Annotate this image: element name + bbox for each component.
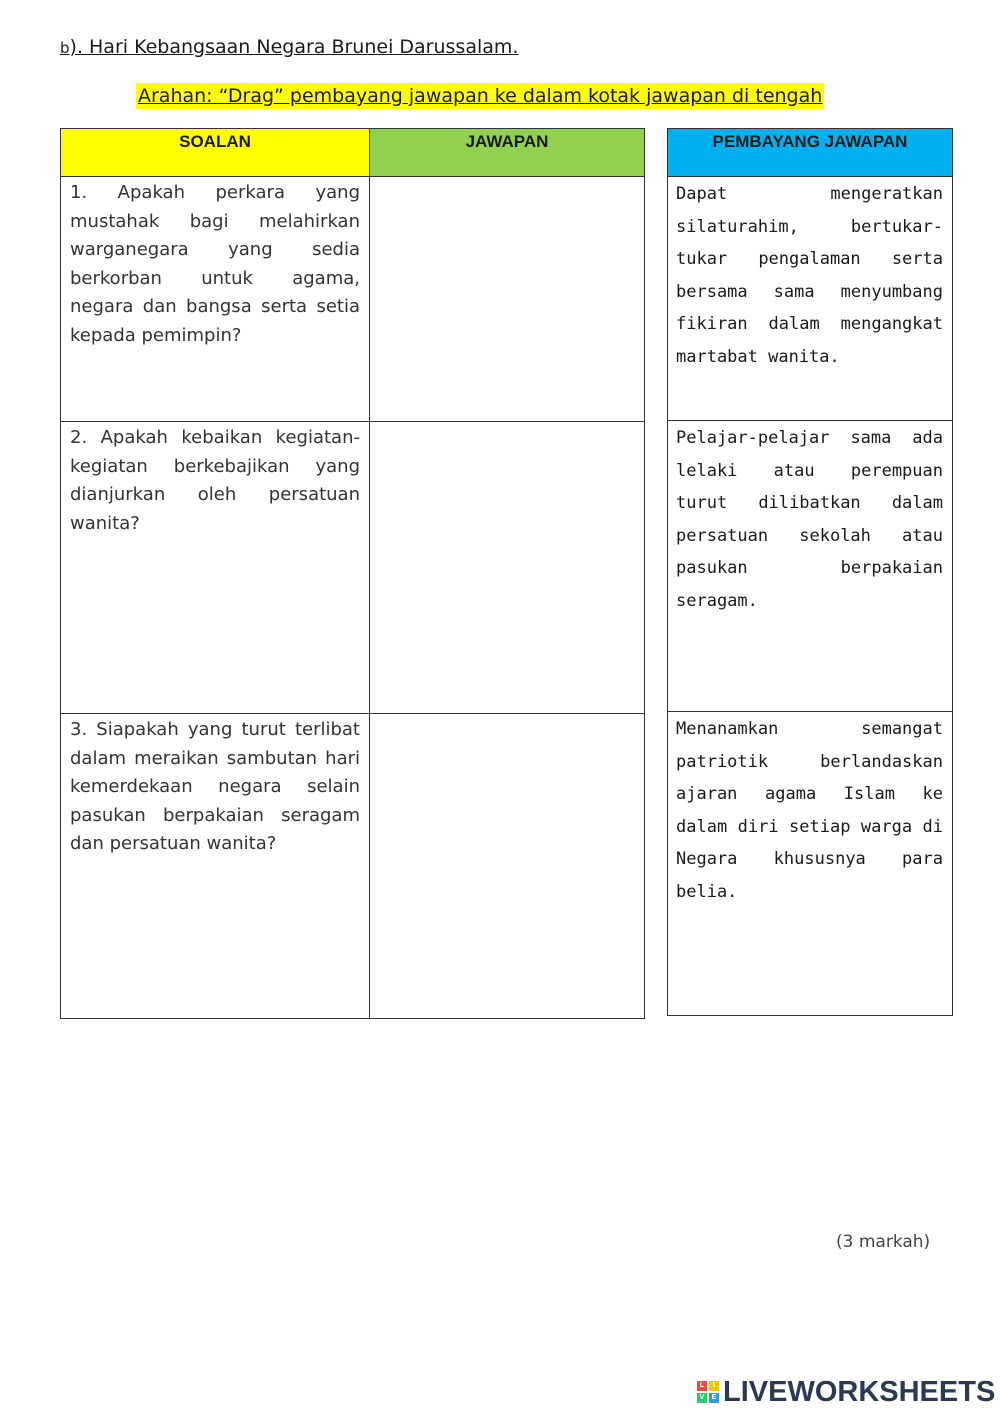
table-row xyxy=(668,712,953,1016)
soalan-header: SOALAN xyxy=(61,129,370,177)
marks-label: (3 markah) xyxy=(836,1232,931,1252)
instruction-text: Arahan: “Drag” pembayang jawapan ke dalam kotak jawapan di tengah xyxy=(138,85,823,107)
pembayang-jawapan-header: PEMBAYANG JAWAPAN xyxy=(668,129,953,177)
table-row xyxy=(61,422,645,714)
answer-drop-box-1[interactable] xyxy=(370,177,645,422)
section-heading-text: ). Hari Kebangsaan Negara Brunei Darussalam. xyxy=(69,36,519,58)
table-row xyxy=(61,177,645,422)
answer-drop-box-2[interactable] xyxy=(370,422,645,714)
table-row xyxy=(668,421,953,712)
section-heading-prefix: b xyxy=(60,39,70,57)
section-heading xyxy=(60,36,518,58)
logo-text: LIVEWORKSHEETS xyxy=(723,1375,996,1408)
logo-letter: V xyxy=(697,1393,707,1403)
jawapan-header: JAWAPAN xyxy=(370,129,645,177)
answer-bank-table xyxy=(667,128,953,1016)
table-row xyxy=(668,177,953,421)
liveworksheets-logo xyxy=(697,1377,995,1407)
answer-option-3[interactable]: Menanamkan semangat patriotik berlandaskan ajaran agama Islam ke dalam diri setiap warga di Negara khususnya para belia. xyxy=(668,712,953,1016)
question-answer-table xyxy=(60,128,645,1019)
table-row xyxy=(61,714,645,1019)
logo-icon xyxy=(697,1381,719,1403)
logo-letter: E xyxy=(709,1393,719,1403)
question-1: 1. Apakah perkara yang mustahak bagi melahirkan warganegara yang sedia berkorban untuk agama, negara dan bangsa serta setia kepada pemimpin? xyxy=(61,177,370,422)
question-2: 2. Apakah kebaikan kegiatan-kegiatan berkebajikan yang dianjurkan oleh persatuan wanita? xyxy=(61,422,370,714)
logo-letter: L xyxy=(697,1381,707,1391)
question-3: 3. Siapakah yang turut terlibat dalam meraikan sambutan hari kemerdekaan negara selain pasukan berpakaian seragam dan persatuan wanita? xyxy=(61,714,370,1019)
answer-option-1[interactable]: Dapat mengeratkan silaturahim, bertukar-tukar pengalaman serta bersama sama menyumbang fikiran dalam mengangkat martabat wanita. xyxy=(668,177,953,421)
answer-drop-box-3[interactable] xyxy=(370,714,645,1019)
logo-letter: I xyxy=(709,1381,719,1391)
answer-option-2[interactable]: Pelajar-pelajar sama ada lelaki atau perempuan turut dilibatkan dalam persatuan sekolah atau pasukan berpakaian seragam. xyxy=(668,421,953,712)
